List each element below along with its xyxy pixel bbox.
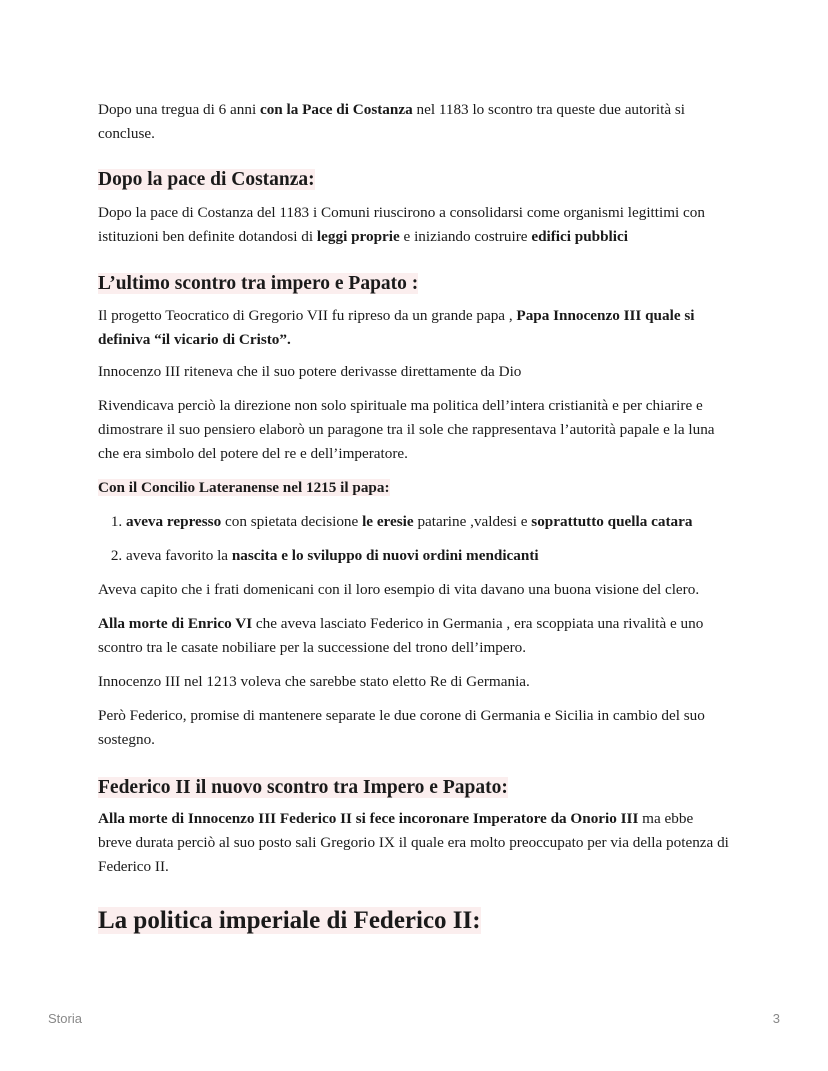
text-run: patarine ,valdesi e <box>413 513 532 530</box>
footer-page-number: 3 <box>772 1011 780 1026</box>
paragraph-enrico-vi <box>98 612 730 660</box>
section-heading-ultimo-scontro <box>98 272 730 296</box>
bold-run: edifici pubblici <box>531 228 628 245</box>
footer-subject: Storia <box>48 1011 82 1026</box>
bold-run: le eresie <box>362 513 414 530</box>
text-run: Innocenzo III nel 1213 voleva che sarebbe stato eletto Re di Germania. <box>98 673 530 690</box>
text-run: ma ebbe breve durata perciò al suo posto sali Gregorio IX il quale era molto preoccupato per via della potenza di Federico II. <box>98 810 729 875</box>
paragraph-sole-luna <box>98 394 730 466</box>
heading-text: La politica imperiale di Federico II: <box>98 907 481 934</box>
text-run: Dopo una tregua di 6 anni <box>98 101 260 118</box>
text-run: Aveva capito che i frati domenicani con il loro esempio di vita davano una buona visione del clero. <box>98 581 700 598</box>
bold-highlight-run: Con il Concilio Lateranense nel 1215 il papa: <box>98 479 390 496</box>
text-run: Dopo la pace di Costanza del 1183 i Comuni riuscirono a consolidarsi come organismi legittimi con istituzioni ben definite dotandosi di <box>98 204 705 245</box>
section-heading-federico-ii <box>98 776 730 800</box>
section-heading-costanza <box>98 168 730 192</box>
list-item <box>126 544 730 568</box>
bold-run: soprattutto quella catara <box>531 513 693 530</box>
bold-run: con la Pace di Costanza <box>259 101 413 118</box>
list-item <box>126 510 730 534</box>
text-run: che aveva lasciato Federico in Germania , era scoppiata una rivalità e uno scontro tra le casate nobiliare per la successione del trono dell’impero. <box>98 615 704 656</box>
text-run: aveva favorito la <box>126 547 232 564</box>
paragraph-comuni <box>98 201 730 249</box>
paragraph-re-di-germania <box>98 670 730 694</box>
heading-text: L’ultimo scontro tra impero e Papato : <box>98 273 419 294</box>
text-run: Innocenzo III riteneva che il suo potere derivasse direttamente da Dio <box>98 363 522 380</box>
text-run: nel 1183 lo scontro tra queste due autorità si concluse. <box>98 101 686 142</box>
bold-run: Alla morte di Enrico VI <box>98 615 253 632</box>
heading-text: Federico II il nuovo scontro tra Impero e Papato: <box>98 777 508 798</box>
paragraph-frati-domenicani <box>98 578 730 602</box>
document-page <box>98 98 730 937</box>
heading-text: Dopo la pace di Costanza: <box>98 169 315 190</box>
text-run: Rivendicava perciò la direzione non solo spirituale ma politica dell’intera cristianità e per chiarire e dimostrare il suo pensiero elaborò un paragone tra il sole che rappresentava l’autorità papale e la luna che era simbolo del potere del re e dell’imperatore. <box>98 397 715 462</box>
bold-run: leggi proprie <box>316 228 400 245</box>
paragraph-onorio-iii <box>98 807 730 879</box>
paragraph-due-corone <box>98 704 730 752</box>
paragraph-progetto-teocratico <box>98 304 730 352</box>
bold-run: nascita e lo sviluppo di nuovi ordini mendicanti <box>231 547 539 564</box>
bold-run: Alla morte di Innocenzo III Federico II si fece incoronare Imperatore da Onorio III <box>98 810 639 827</box>
text-run: e iniziando costruire <box>399 228 532 245</box>
paragraph-potere-divino <box>98 360 730 384</box>
concilio-list <box>98 510 730 568</box>
text-run: Però Federico, promise di mantenere separate le due corone di Germania e Sicilia in cambio del suo sostegno. <box>98 707 705 748</box>
section-heading-politica-imperiale <box>98 905 730 937</box>
text-run: con spietata decisione <box>221 513 363 530</box>
bold-run: aveva represso <box>126 513 222 530</box>
paragraph-concilio-lateranense <box>98 476 730 500</box>
bold-run: Papa Innocenzo III quale si definiva “il vicario di Cristo”. <box>98 307 695 348</box>
text-run: Il progetto Teocratico di Gregorio VII fu ripreso da un grande papa , <box>98 307 517 324</box>
paragraph-pace-costanza <box>98 98 730 146</box>
